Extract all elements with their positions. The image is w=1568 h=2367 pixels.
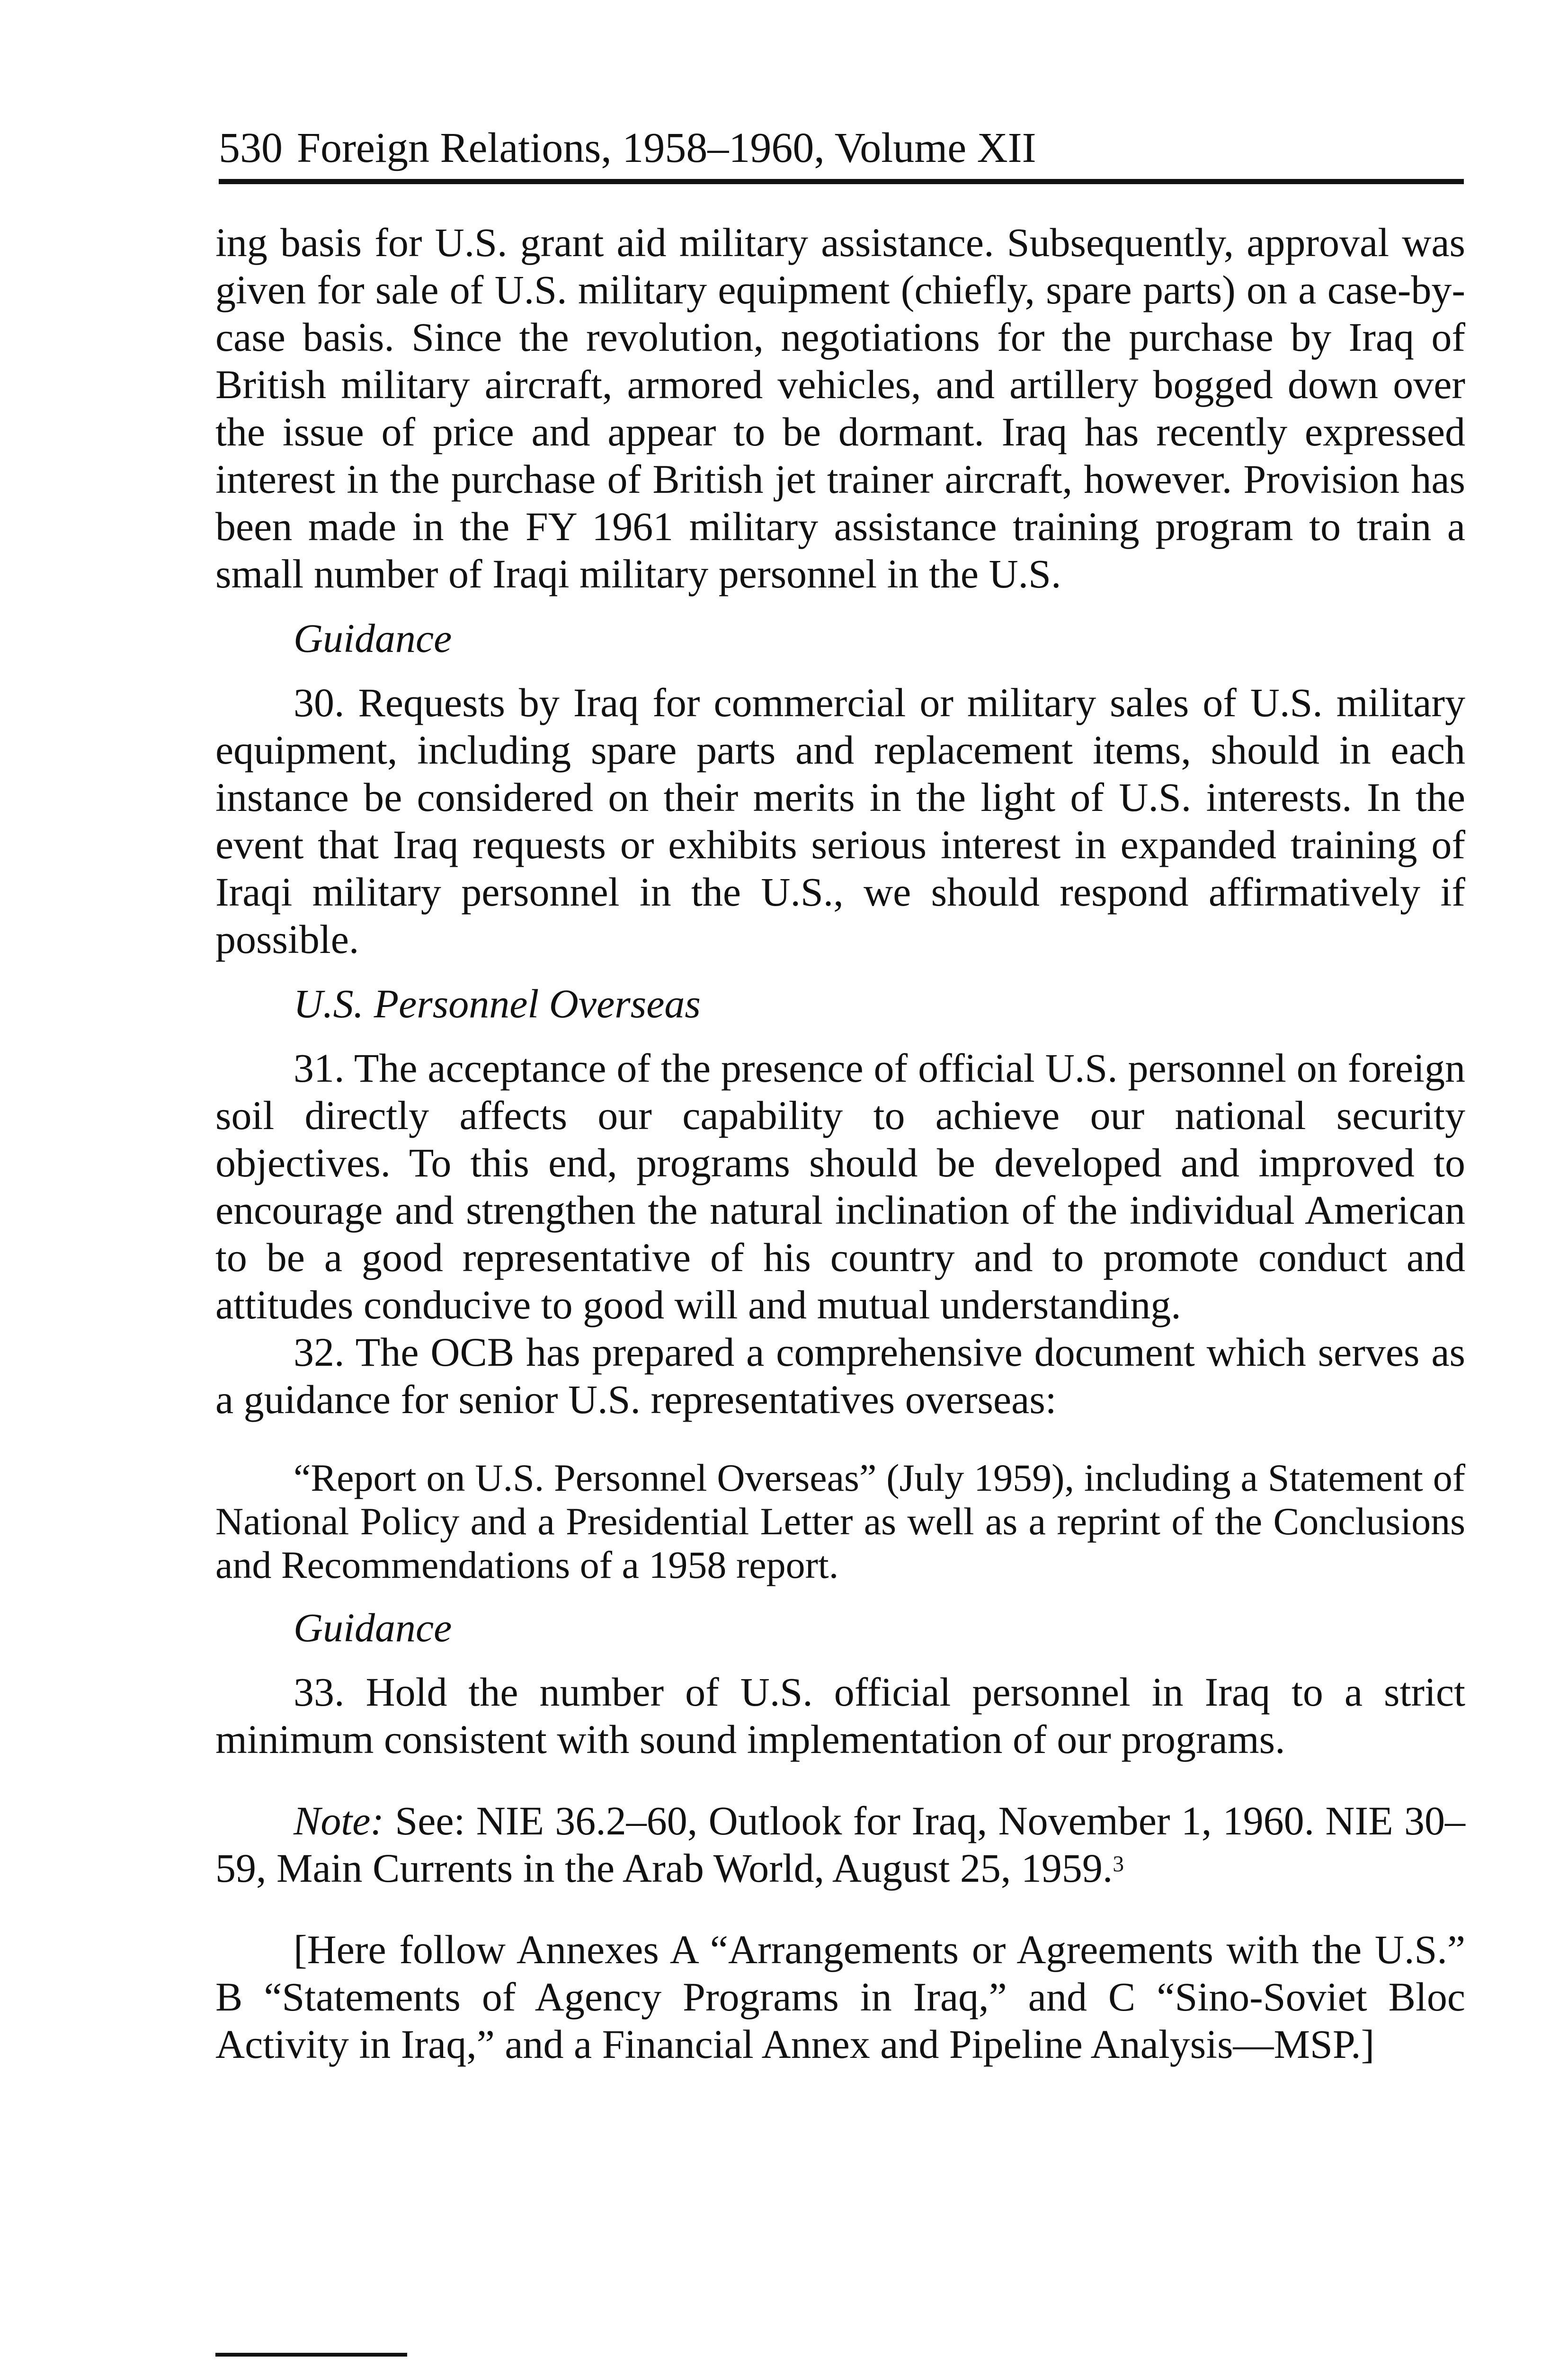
running-title: Foreign Relations, 1958–1960, Volume XII (297, 125, 1036, 171)
footnote-rule (215, 2353, 407, 2357)
paragraph-32: 32. The OCB has prepared a comprehensive document which serves as a guidance for senior U.S. representatives overseas: (215, 1329, 1465, 1422)
paragraph-30: 30. Requests by Iraq for commercial or military sales of U.S. military equipment, including spare parts and replacement items, should in each instance be considered on their merits in the light of U.S. interests. In the event that Iraq requests or exhibits serious interest in expanded training of Iraqi military personnel in the U.S., we should respond affirmatively if possible. (215, 680, 1465, 962)
header-rule (219, 179, 1464, 184)
running-head (219, 122, 1464, 174)
body-text (215, 219, 1465, 2068)
note-text: See: NIE 36.2–60, Outlook for Iraq, November 1, 1960. NIE 30–59, Main Currents in the Arab World, August 25, 1959. (215, 1798, 1465, 1891)
page-number: 530 (219, 125, 283, 171)
paragraph-continuation: ing basis for U.S. grant aid military assistance. Subsequently, approval was given for sale of U.S. military equipment (chiefly, spare parts) on a case-by-case basis. Since the revolution, negotiations for the purchase by Iraq of British military aircraft, armored vehicles, and artillery bogged down over the issue of price and appear to be dormant. Iraq has recently expressed interest in the purchase of British jet trainer aircraft, however. Provision has been made in the FY 1961 military assistance training program to train a small number of Iraqi military personnel in the U.S. (215, 220, 1465, 596)
annexes-paragraph: [Here follow Annexes A “Arrangements or Agreements with the U.S.” B “Statements of Agency Programs in Iraq,” and C “Sino-Soviet Bloc Activity in Iraq,” and a Financial Annex and Pipeline Analysis—MSP.] (215, 1927, 1465, 2067)
section-heading-guidance-2: Guidance (294, 1605, 452, 1650)
footnote-reference: 3 (1113, 1852, 1124, 1877)
section-heading-personnel-overseas: U.S. Personnel Overseas (294, 981, 701, 1026)
section-heading-guidance: Guidance (294, 615, 452, 661)
paragraph-33: 33. Hold the number of U.S. official personnel in Iraq to a strict minimum consistent with sound implementation of our programs. (215, 1669, 1465, 1762)
note-paragraph (215, 1797, 1465, 1892)
block-quote: “Report on U.S. Personnel Overseas” (July 1959), including a Statement of National Policy and a Presidential Letter as well as a reprint of the Conclusions and Recommendations of a 1958 report. (215, 1456, 1465, 1586)
paragraph-31: 31. The acceptance of the presence of official U.S. personnel on foreign soil directly affects our capability to achieve our national security objectives. To this end, programs should be developed and improved to encourage and strengthen the natural inclination of the individual American to be a good representative of his country and to promote conduct and attitudes conducive to good will and mutual understanding. (215, 1045, 1465, 1327)
note-label: Note: (294, 1798, 384, 1843)
